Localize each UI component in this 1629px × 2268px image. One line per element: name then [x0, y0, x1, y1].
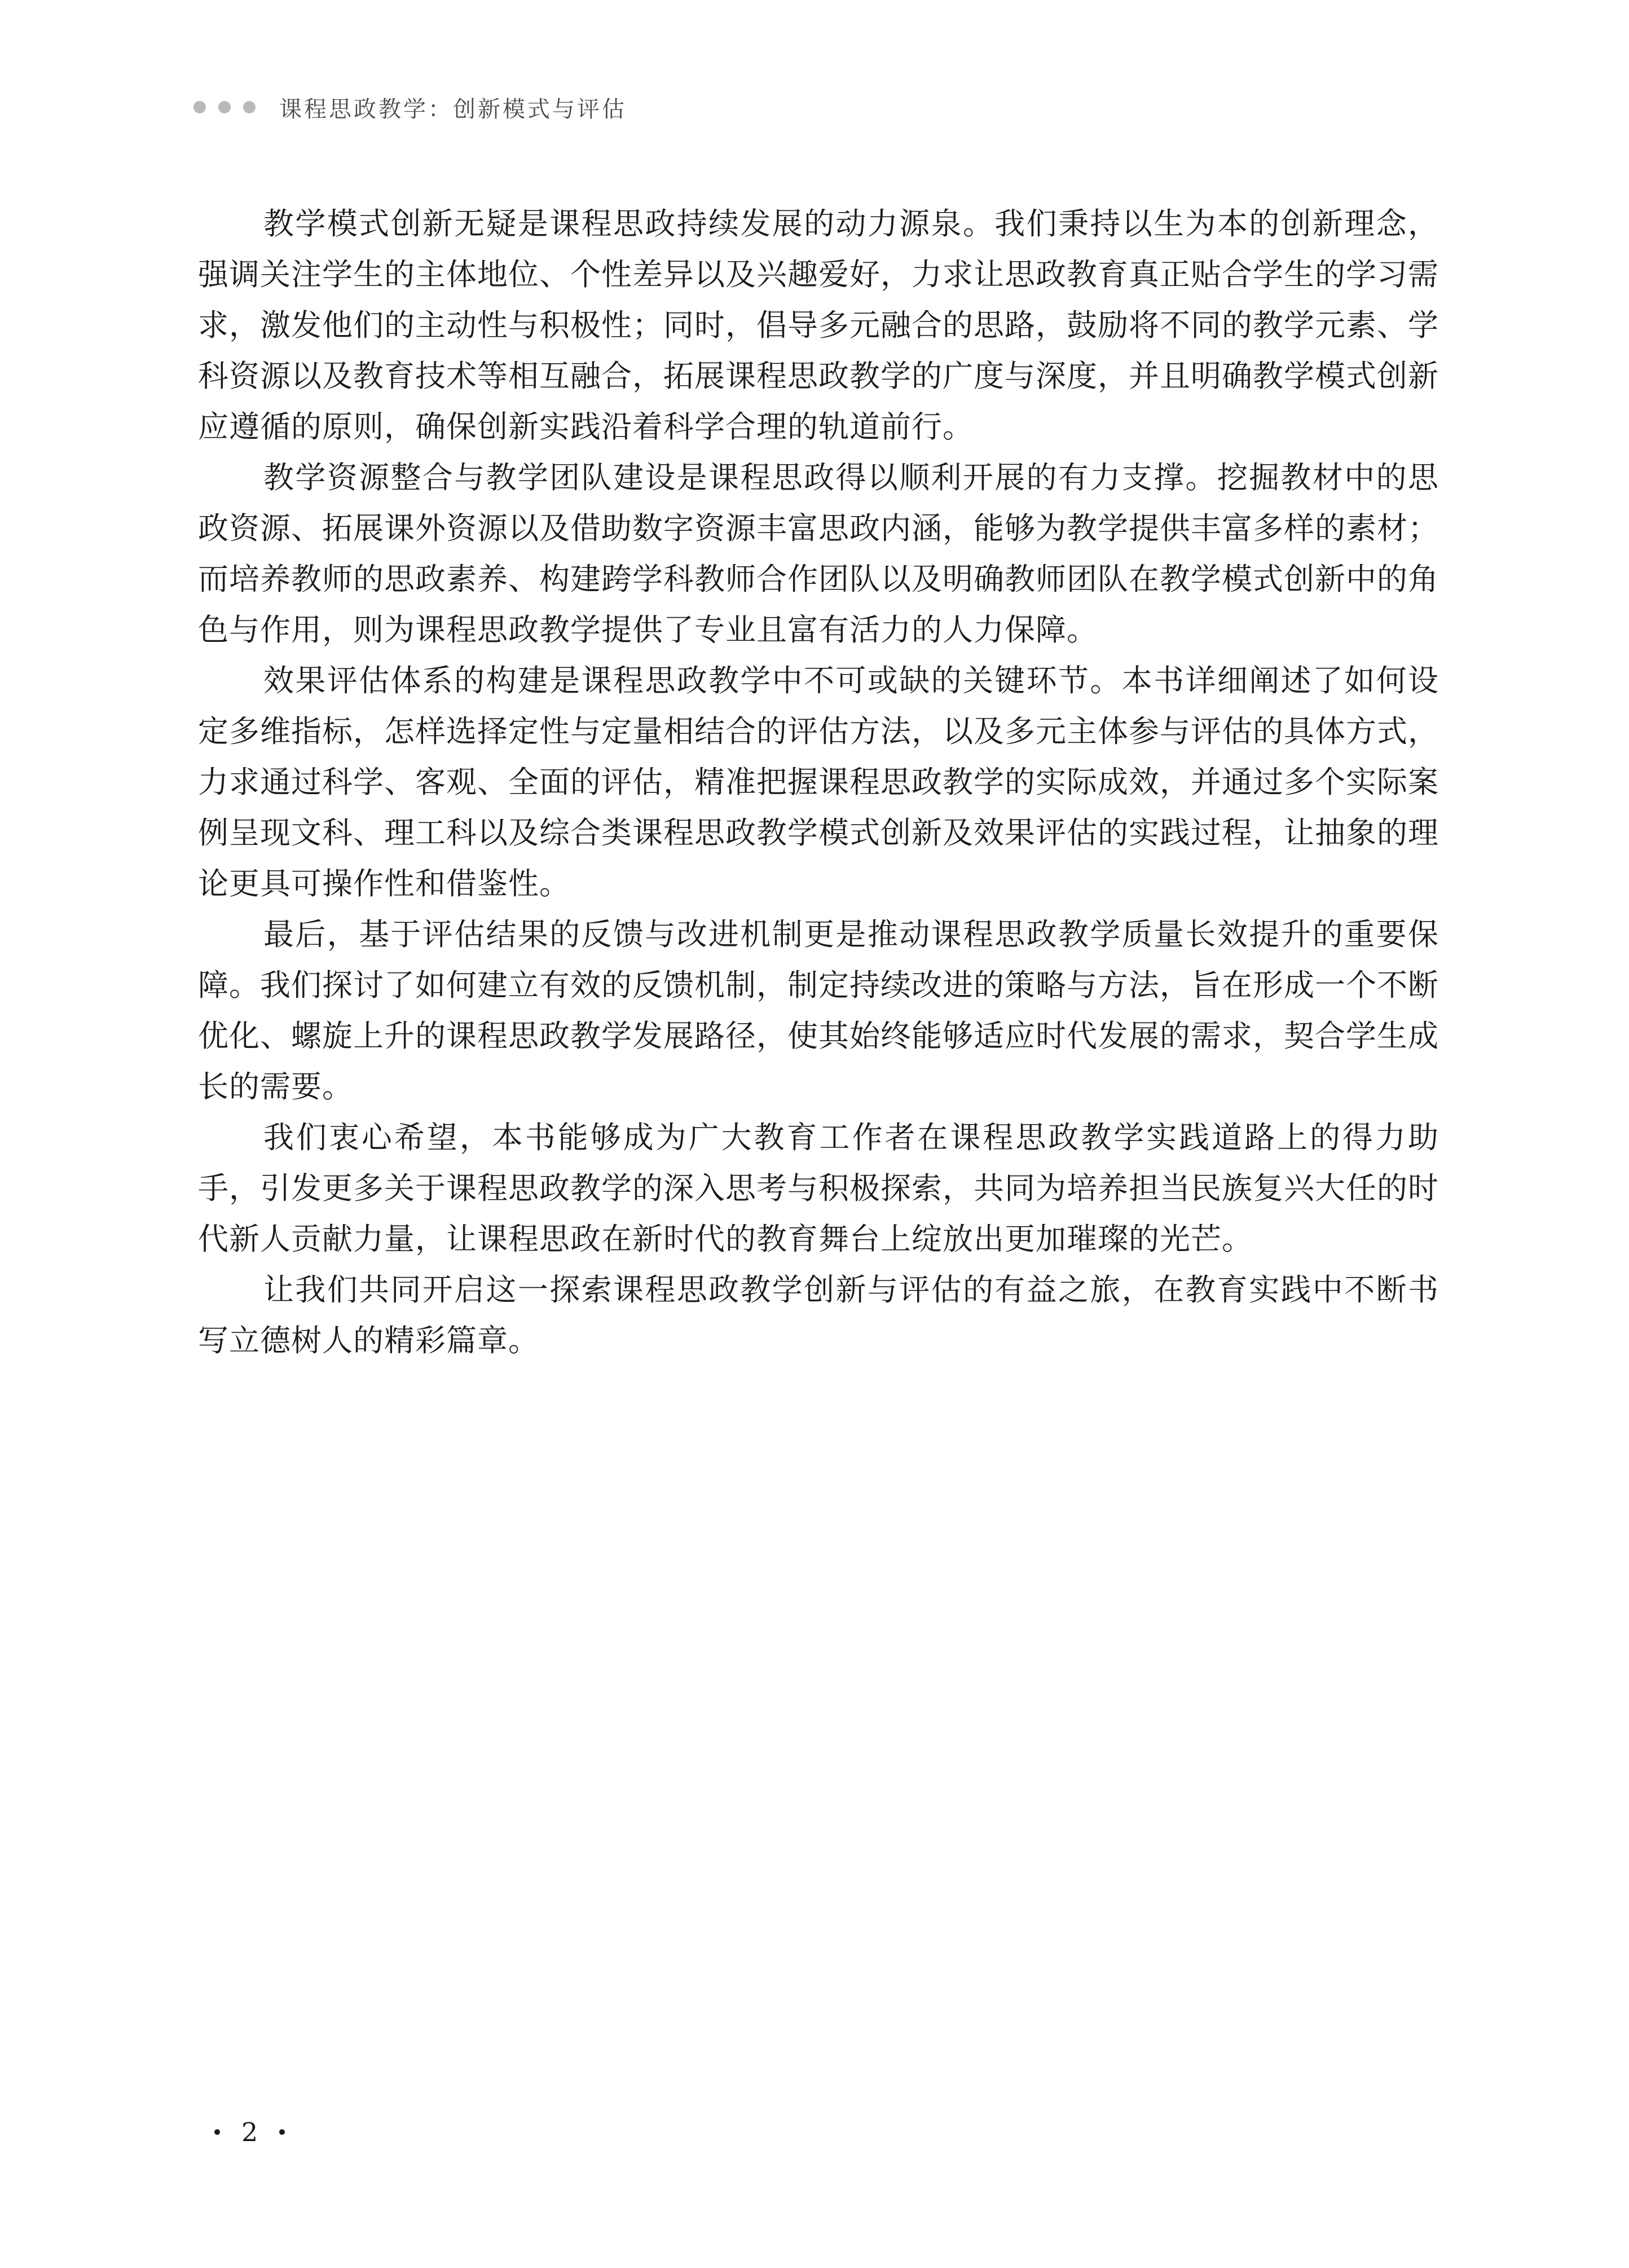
paragraph: 教学资源整合与教学团队建设是课程思政得以顺利开展的有力支撑。挖掘教材中的思政资源、拓展课外资源以及借助数字资源丰富思政内涵，能够为教学提供丰富多样的素材；而培养教师的思政素养、构建跨学科教师合作团队以及明确教师团队在教学模式创新中的角色与作用，则为课程思政教学提供了专业且富有活力的人力保障。 — [198, 460, 1439, 648]
dot-icon — [193, 101, 206, 113]
dot-icon — [243, 101, 256, 113]
paragraph: 我们衷心希望，本书能够成为广大教育工作者在课程思政教学实践道路上的得力助手，引发更多关于课程思政教学的深入思考与积极探索，共同为培养担当民族复兴大任的时代新人贡献力量，让课程思政在新时代的教育舞台上绽放出更加璀璨的光芒。 — [198, 1120, 1439, 1257]
page-number-footer — [214, 2112, 285, 2152]
paragraph: 效果评估体系的构建是课程思政教学中不可或缺的关键环节。本书详细阐述了如何设定多维指标，怎样选择定性与定量相结合的评估方法，以及多元主体参与评估的具体方式，力求通过科学、客观、全面的评估，精准把握课程思政教学的实际成效，并通过多个实际案例呈现文科、理工科以及综合类课程思政教学模式创新及效果评估的实践过程，让抽象的理论更具可操作性和借鉴性。 — [198, 663, 1439, 901]
running-header-title: 课程思政教学：创新模式与评估 — [279, 96, 627, 122]
dot-icon — [218, 101, 231, 113]
bullet-icon — [214, 2129, 220, 2135]
paragraph: 教学模式创新无疑是课程思政持续发展的动力源泉。我们秉持以生为本的创新理念，强调关注学生的主体地位、个性差异以及兴趣爱好，力求让思政教育真正贴合学生的学习需求，激发他们的主动性与积极性；同时，倡导多元融合的思路，鼓励将不同的教学元素、学科资源以及教育技术等相互融合，拓展课程思政教学的广度与深度，并且明确教学模式创新应遵循的原则，确保创新实践沿着科学合理的轨道前行。 — [198, 206, 1439, 444]
header-dots-icon — [193, 101, 256, 113]
body-text — [198, 199, 1439, 1366]
bullet-icon — [279, 2129, 285, 2135]
paragraph: 让我们共同开启这一探索课程思政教学创新与评估的有益之旅，在教育实践中不断书写立德树人的精彩篇章。 — [198, 1272, 1439, 1358]
running-header — [193, 85, 627, 130]
page-number: 2 — [241, 2117, 258, 2147]
paragraph: 最后，基于评估结果的反馈与改进机制更是推动课程思政教学质量长效提升的重要保障。我们探讨了如何建立有效的反馈机制，制定持续改进的策略与方法，旨在形成一个不断优化、螺旋上升的课程思政教学发展路径，使其始终能够适应时代发展的需求，契合学生成长的需要。 — [198, 917, 1439, 1104]
